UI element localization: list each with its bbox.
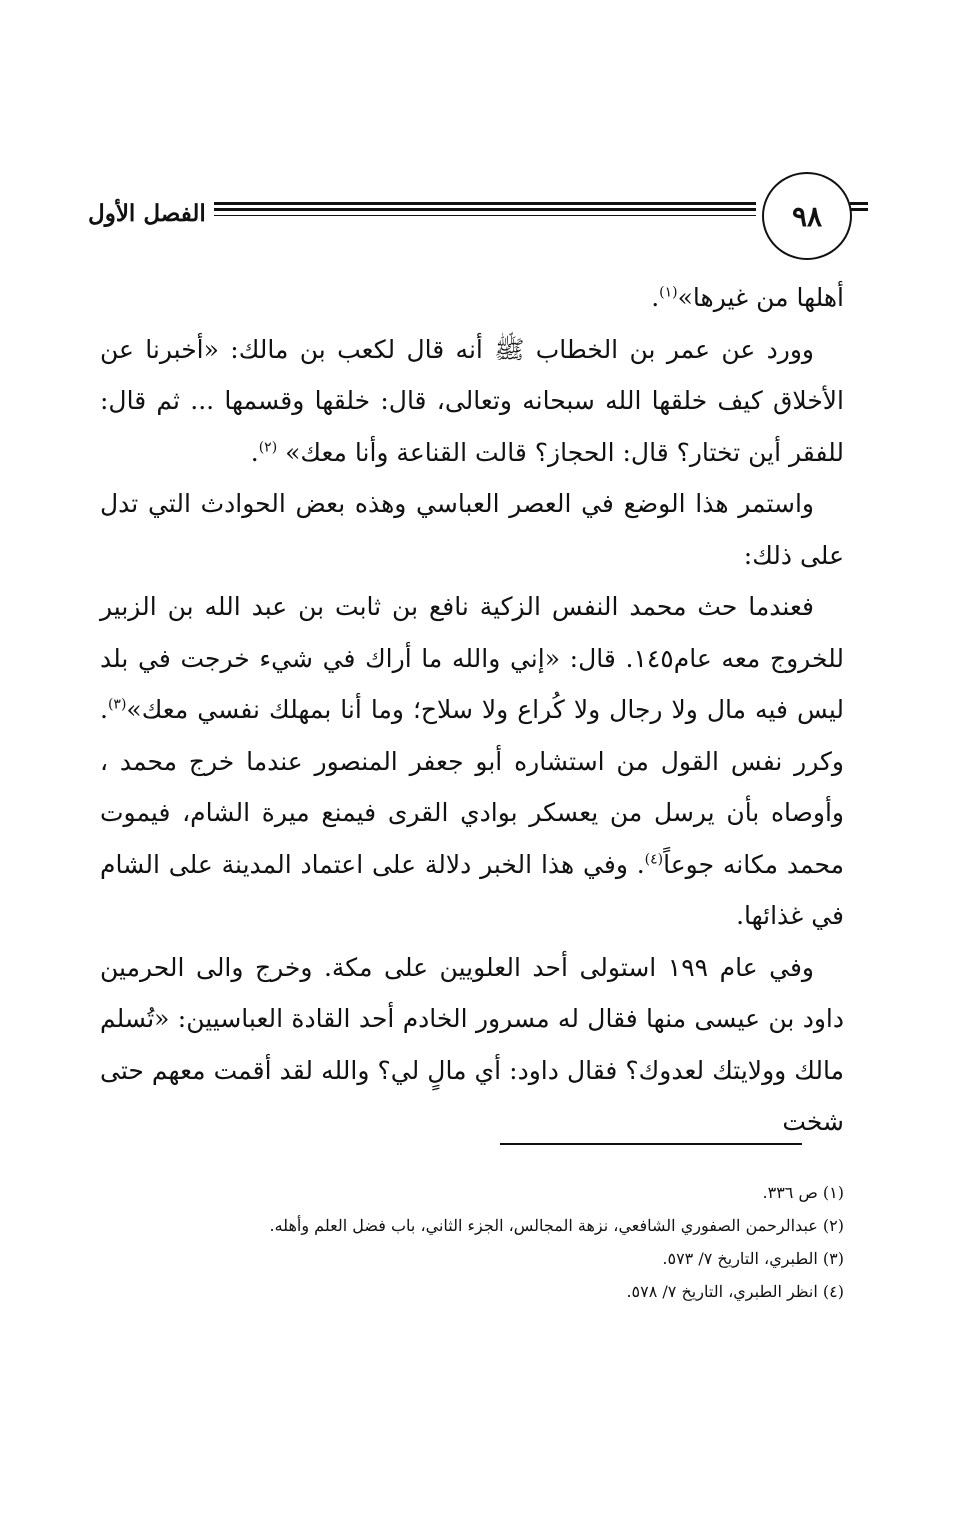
footnote: (١) ص ٣٣٦. xyxy=(762,1183,844,1202)
paragraph: فعندما حث محمد النفس الزكية نافع بن ثابت بن عبد الله بن الزبير للخروج معه عام١٤٥. قال: «إني والله ما أراك في شيء خرجت في بلد ليس فيه مال ولا رجال ولا كُراع ولا سلاح؛ وما أنا بمهلك نفسي معك»$^{(٣)}$. وكرر نفس القول من استشاره أبو جعفر المنصور عندما خرج محمد ، وأوصاه بأن يرسل من يعسكر بوادي القرى فيمنع ميرة الشام، فيموت محمد مكانه جوعاً$^{(٤)}$. وفي هذا الخبر دلالة على اعتماد المدينة على الشام في غذائها. xyxy=(100,592,844,930)
footnote: (٢) عبدالرحمن الصفوري الشافعي، نزهة المجالس، الجزء الثاني، باب فضل العلم وأهله. xyxy=(269,1216,844,1235)
paragraph: وورد عن عمر بن الخطاب ﷺ أنه قال لكعب بن مالك: «أخبرنا عن الأخلاق كيف خلقها الله سبحانه وتعالى، قال: خلقها وقسمها ... ثم قال: للفقر أين تختار؟ قال: الحجاز؟ قالت القناعة وأنا معك» $^{(٢)}$. xyxy=(100,334,844,467)
page-number: ٩٨ xyxy=(762,172,852,260)
paragraph: وفي عام ١٩٩ استولى أحد العلويين على مكة. وخرج والى الحرمين داود بن عيسى منها فقال له مسرور الخادم أحد القادة العباسيين: «تُسلم مالك وولايتك لعدوك؟ فقال داود: أي مالٍ لي؟ والله لقد أقمت معهم حتى شخت xyxy=(100,952,844,1136)
header-rule-thin xyxy=(214,215,756,216)
paragraph: واستمر هذا الوضع في العصر العباسي وهذه بعض الحوادث التي تدل على ذلك: xyxy=(100,489,844,570)
page-header xyxy=(88,172,868,262)
header-rule-right xyxy=(850,202,868,211)
paragraph: أهلها من غيرها»$^{(١)}$. xyxy=(651,283,844,312)
footnotes xyxy=(100,1176,844,1308)
footnote-separator xyxy=(500,1143,802,1145)
header-rule xyxy=(214,202,756,211)
body-text xyxy=(100,272,844,1148)
footnote: (٤) انظر الطبري، التاريخ ٧/ ٥٧٨. xyxy=(626,1282,844,1301)
footnote: (٣) الطبري، التاريخ ٧/ ٥٧٣. xyxy=(662,1249,844,1268)
chapter-title: الفصل الأول xyxy=(88,200,206,227)
